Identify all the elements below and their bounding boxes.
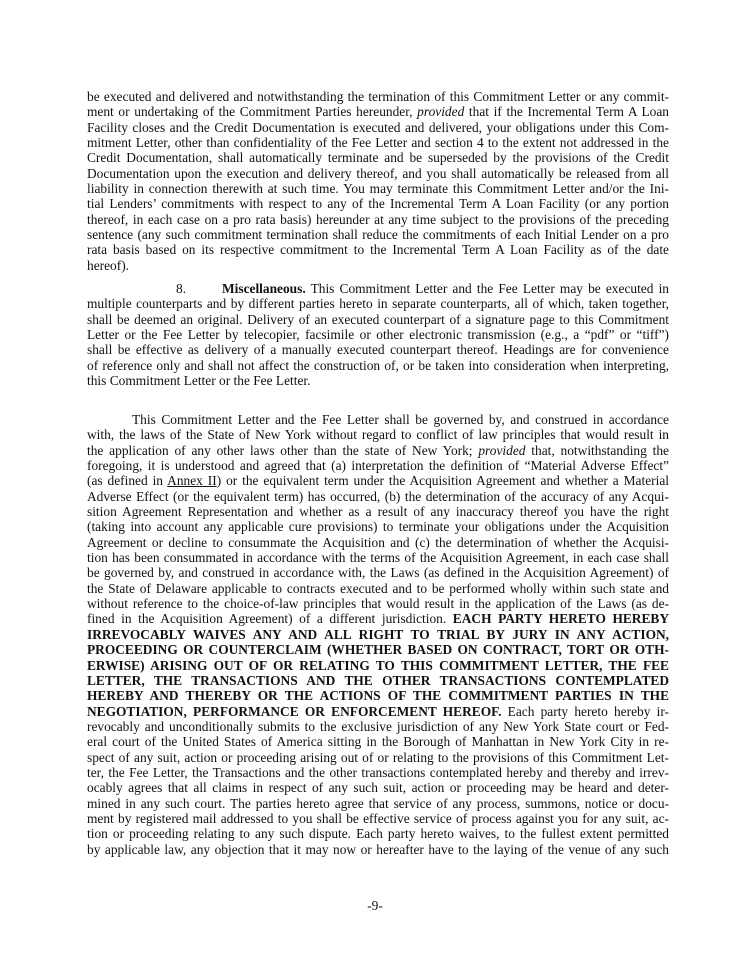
text-line [87, 104, 669, 119]
jury-waiver-bold: EACH PARTY HERETO HEREBY [452, 611, 669, 627]
jury-waiver-line: PROCEEDING OR COUNTERCLAIM (WHETHER BASED ON CONTRACT, TORT OR OTH- [87, 642, 669, 658]
text-span: the application of any other laws other than the state of New York; [87, 442, 479, 458]
text-span: that, notwithstanding the [525, 442, 670, 458]
text-span: This Commitment Letter and the Fee Letter may be executed in [305, 281, 669, 296]
text-span: that if the Incremental Term A Loan [464, 104, 669, 120]
text-span: Each party hereto hereby ir- [501, 703, 669, 719]
text-line: shall be effective as delivery of a manually executed counterpart thereof. Headings are for convenience [87, 342, 669, 358]
text-line: ocably agrees that all claims in respect of any such suit, action or proceeding may be heard and deter- [87, 780, 669, 796]
text-line: this Commitment Letter or the Fee Letter. [87, 373, 311, 389]
jury-waiver-line: IRREVOCABLY WAIVES ANY AND ALL RIGHT TO TRIAL BY JURY IN ANY ACTION, [87, 626, 669, 642]
section-heading: Miscellaneous. [222, 281, 306, 296]
section-8-miscellaneous [87, 281, 669, 388]
text-line: Credit Documentation, shall automatically terminate and be superseded by the provisions of the Credit [87, 150, 669, 166]
text-line: multiple counterparts and by different parties hereto in separate counterparts, all of which, taken together, [87, 296, 669, 312]
text-line: Documentation upon the execution and delivery thereof, and you shall automatically be released from all [87, 165, 669, 181]
paragraph-termination [87, 89, 669, 273]
text-line: Letter or the Fee Letter by telecopier, facsimile or other electronic transmission (e.g., a “pdf” or “tiff”) [87, 327, 669, 343]
text-line [87, 281, 669, 296]
text-line: ter, the Fee Letter, the Transactions and the other transactions contemplated hereby and thereby and irrev- [87, 764, 669, 780]
text-line: without reference to the choice-of-law principles that would result in the application of the Laws (as de- [87, 596, 669, 612]
jury-waiver-line: HEREBY AND THEREBY OR THE ACTIONS OF THE COMMITMENT PARTIES IN THE [87, 688, 669, 704]
text-line: tion has been consummated in accordance with the terms of the Acquisition Agreement, in each case shall [87, 550, 669, 566]
text-line: revocably and unconditionally submits to the exclusive jurisdiction of any New York State court or Fed- [87, 718, 669, 734]
text-line [87, 704, 669, 719]
text-line: be executed and delivered and notwithstanding the termination of this Commitment Letter or any commit- [87, 89, 669, 104]
text-line: (taking into account any applicable cure provisions) to terminate your obligations under the Acquisition [87, 519, 669, 535]
text-span: fined in the Acquisition Agreement) of a different jurisdiction. [87, 611, 453, 627]
text-line: Adverse Effect (or the equivalent term) has occurred, (b) the determination of the accuracy of any Acqui- [87, 488, 669, 504]
text-line: hereof). [87, 257, 130, 273]
jury-waiver-line: LETTER, THE TRANSACTIONS AND THE OTHER TRANSACTIONS CONTEMPLATED [87, 672, 669, 688]
text-line: mined in any such court. The parties hereto agree that service of any process, summons, notice or docu- [87, 795, 669, 811]
text-line: foregoing, it is understood and agreed that (a) interpretation the definition of “Material Adverse Effect” [87, 458, 669, 474]
text-line [87, 611, 669, 626]
text-line: sition Agreement Representation and whether as a result of any inaccuracy thereof you have the right [87, 504, 669, 520]
text-line: spect of any suit, action or proceeding arising out of or relating to the provisions of this Commitment Let- [87, 749, 669, 765]
text-line: mitment Letter, other than confidentiality of the Fee Letter and section 4 to the extent not addressed in the [87, 135, 669, 151]
text-span: ) or the equivalent term under the Acquisition Agreement and whether a Material [216, 473, 669, 489]
text-line: Facility closes and the Credit Documentation is executed and delivered, your obligations under this Com- [87, 119, 669, 135]
section-number: 8. [176, 281, 187, 296]
text-line: tial Lenders’ commitments with respect to any of the Incremental Term A Loan Facility (or any portion [87, 196, 669, 212]
jury-waiver-bold: NEGOTIATION, PERFORMANCE OR ENFORCEMENT HEREOF. [87, 703, 502, 719]
jury-waiver-line: ERWISE) ARISING OUT OF OR RELATING TO THIS COMMITMENT LETTER, THE FEE [87, 657, 669, 673]
italic-provided: provided [417, 104, 465, 120]
text-line: of reference only and shall not affect the construction of, or be taken into consideration when interpreting, [87, 357, 669, 373]
text-line: shall be deemed an original. Delivery of an executed counterpart of a signature page to this Commitment [87, 311, 669, 327]
text-line: be governed by, and construed in accordance with, the Laws (as defined in the Acquisition Agreement) of [87, 565, 669, 581]
text-line [87, 473, 669, 488]
text-line: This Commitment Letter and the Fee Letter shall be governed by, and construed in accordance [132, 412, 669, 427]
text-line [87, 443, 669, 458]
italic-provided: provided [478, 442, 526, 458]
text-line: sentence (any such commitment termination shall reduce the commitments of each Initial Lender on a pro [87, 227, 669, 243]
text-line: by applicable law, any objection that it may now or hereafter have to the laying of the venue of any such [87, 841, 669, 857]
page-number: -9- [367, 898, 383, 913]
text-line: ment by registered mail addressed to you shall be effective service of process against you for any suit, ac- [87, 810, 669, 826]
text-line: with, the laws of the State of New York without regard to conflict of law principles that would result in [87, 427, 669, 443]
text-line: rata basis based on its respective commitment to the Incremental Term A Loan Facility as of the date [87, 242, 669, 258]
paragraph-governing-law [87, 412, 669, 857]
text-span: ment or undertaking of the Commitment Parties hereunder, [87, 104, 418, 120]
text-span: (as defined in [87, 473, 168, 489]
text-line: Agreement or decline to consummate the Acquisition and (c) the determination of whether the Acquisi- [87, 534, 669, 550]
annex-ii-reference: Annex II [167, 473, 217, 489]
text-line: thereof, in each case on a pro rata basis) hereunder at any time subject to the provisions of the preceding [87, 211, 669, 227]
text-line: eral court of the United States of America sitting in the Borough of Manhattan in New York City in re- [87, 734, 669, 750]
text-line: tion or proceeding relating to any such dispute. Each party hereto waives, to the fullest extent permitted [87, 826, 669, 842]
text-line: liability in connection therewith at such time. You may terminate this Commitment Letter and/or the Ini- [87, 181, 669, 197]
text-line: the State of Delaware applicable to contracts executed and to be performed wholly within such state and [87, 580, 669, 596]
